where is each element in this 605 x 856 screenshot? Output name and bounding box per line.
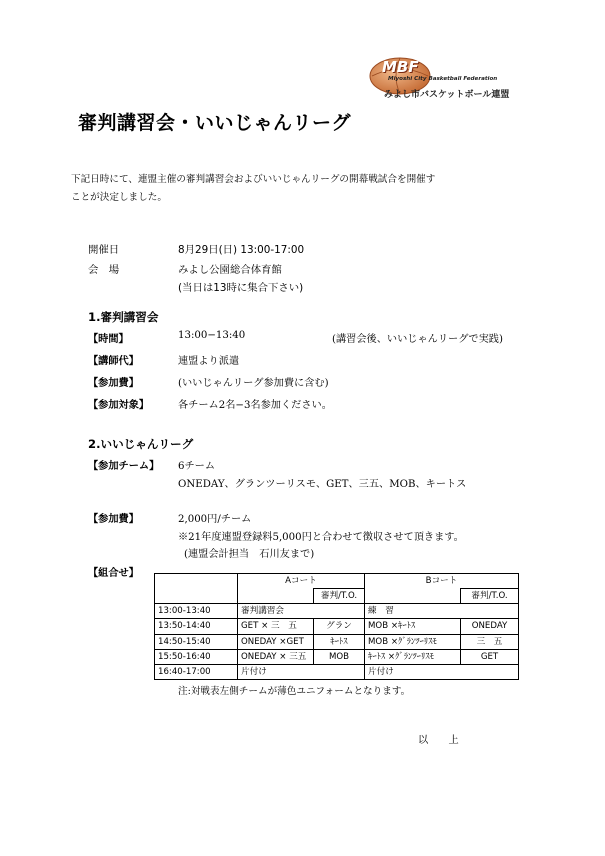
logo-name-ja: みよし市バスケットボール連盟 [384,90,510,100]
section2-heading: 2.いいじゃんリーグ [88,437,194,451]
row-court-b: MOB ×ｷｰﾄｽ [365,619,461,634]
fee-value-1: (いいじゃんリーグ参加費に含む) [178,378,329,389]
schedule-label: 【組合せ】 [88,568,139,579]
venue-label: 会 場 [88,264,120,276]
row-court-a-ref: ｷｰﾄｽ [314,634,365,649]
venue-value: みよし公園総合体育館 [178,264,282,276]
table-corner-cell [155,574,238,589]
page-title: 審判講習会・いいじゃんリーグ [78,112,352,134]
logo-mark: MBF [382,58,419,76]
row-time: 15:50-16:40 [155,649,238,664]
date-value: 8月29日(日) 13:00-17:00 [178,244,305,256]
target-value: 各チーム2名−3名参加ください。 [178,400,332,411]
logo-federation-text: Miyoshi City Basketball Federation [388,76,498,82]
lecturer-label: 【講師代】 [88,356,139,367]
schedule-note: 注:対戦表左側チームが薄色ユニフォームとなります。 [178,686,411,697]
table-row [155,649,519,664]
court-a-header: Aコート [238,574,365,589]
row-court-b-ref: 三 五 [461,634,519,649]
table-subheader-row [155,589,519,604]
schedule-table [154,573,519,680]
row-court-a: 片付け [238,664,365,679]
row-court-b-ref: ONEDAY [461,619,519,634]
row-court-a-ref: MOB [314,649,365,664]
court-b-header: Bコート [365,574,519,589]
date-label: 開催日 [88,244,120,256]
fee-label-1: 【参加費】 [88,378,139,389]
fee-value-2: 2,000円/チーム [178,514,252,525]
court-b-ref-header: 審判/T.O. [461,589,519,604]
row-time: 14:50-15:40 [155,634,238,649]
table-row [155,664,519,679]
row-court-b: ｷｰﾄｽ ×ｸﾞﾗﾝﾂｰﾘｽﾓ [365,649,461,664]
row-time: 16:40-17:00 [155,664,238,679]
intro-line-2: ことが決定しました。 [71,192,167,203]
intro-line-1: 下記日時にて、連盟主催の審判講習会およびいいじゃんリーグの開幕戦試合を開催す [71,174,436,185]
row-court-a-ref: グラン [314,619,365,634]
court-a-ref-header: 審判/T.O. [314,589,365,604]
row-court-b: 片付け [365,664,519,679]
time-note: (講習会後、いいじゃんリーグで実践) [332,334,503,345]
teams-label: 【参加チーム】 [88,461,160,472]
row-time: 13:50-14:40 [155,619,238,634]
time-value: 13:00−13:40 [178,330,246,341]
venue-note: (当日は13時に集合下さい) [178,282,304,294]
table-header-row [155,574,519,589]
fee-note-1: ※21年度連盟登録料5,000円と合わせて徴収させて頂きます。 [178,532,464,543]
row-time: 13:00-13:40 [155,604,238,619]
lecturer-value: 連盟より派遣 [178,356,240,367]
time-label: 【時間】 [88,334,129,345]
row-court-a: ONEDAY × 三五 [238,649,314,664]
row-court-a: GET × 三 五 [238,619,314,634]
row-court-a: ONEDAY ×GET [238,634,314,649]
section1-heading: 1.審判講習会 [88,310,159,324]
row-court-b: MOB ×ｸﾞﾗﾝﾂｰﾘｽﾓ [365,634,461,649]
teams-list: ONEDAY、グランツーリスモ、GET、三五、MOB、キートス [178,479,467,490]
teams-count: 6チーム [178,461,216,472]
closing-text: 以 上 [418,735,459,746]
row-court-b-ref: GET [461,649,519,664]
fee-note-2: (連盟会計担当 石川友まで) [184,549,315,560]
table-row [155,604,519,619]
table-row [155,634,519,649]
row-court-b: 練 習 [365,604,519,619]
fee-label-2: 【参加費】 [88,514,139,525]
target-label: 【参加対象】 [88,400,150,411]
table-row [155,619,519,634]
row-court-a: 審判講習会 [238,604,365,619]
